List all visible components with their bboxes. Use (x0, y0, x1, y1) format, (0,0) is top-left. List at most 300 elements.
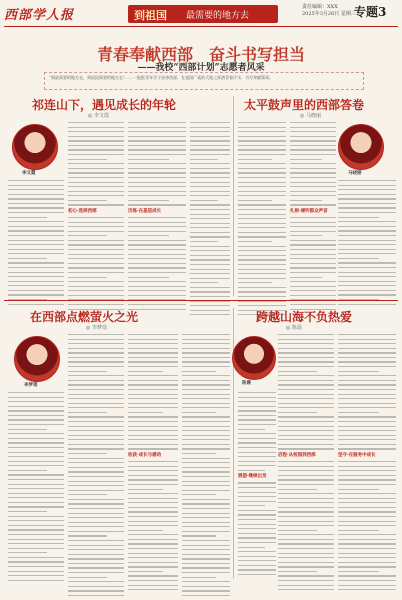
text-line (68, 513, 124, 514)
text-line (8, 304, 64, 305)
text-line (238, 533, 276, 534)
text-line (290, 258, 336, 259)
text-line (238, 482, 276, 483)
text-line (8, 189, 64, 190)
text-line (8, 235, 64, 236)
text-line (128, 380, 178, 381)
text-line (8, 294, 64, 295)
text-line (278, 543, 334, 544)
text-line (338, 548, 396, 549)
text-line (278, 466, 334, 467)
text-line (182, 439, 230, 440)
text-line (8, 438, 64, 439)
text-line (8, 415, 64, 416)
text-line (190, 246, 230, 247)
text-line (128, 154, 186, 155)
text-line (290, 204, 336, 205)
text-line (238, 291, 286, 292)
text-line (8, 203, 64, 204)
article-subheading: 扎根·倾听群众声音 (290, 208, 328, 214)
text-line (8, 566, 64, 567)
text-line (68, 407, 124, 408)
text-line (338, 285, 396, 286)
text-line (238, 547, 265, 548)
text-line (290, 149, 336, 150)
text-line (338, 493, 396, 494)
text-line (182, 462, 230, 463)
text-line (338, 507, 396, 508)
article-3-col-1 (8, 392, 64, 584)
text-line (128, 389, 178, 390)
text-line (238, 496, 276, 497)
text-line (68, 295, 124, 296)
text-line (238, 410, 276, 411)
text-line (182, 430, 230, 431)
article-1-col-3 (128, 122, 186, 313)
text-line (128, 177, 186, 178)
text-line (182, 366, 230, 367)
text-line (278, 484, 334, 485)
text-line (128, 461, 178, 462)
article-4-title: 跨越山海不负热爱 (256, 310, 353, 324)
text-line (238, 501, 276, 502)
text-line (68, 476, 124, 477)
text-line (128, 575, 178, 576)
text-line (182, 348, 230, 349)
text-line (338, 294, 396, 295)
text-line (238, 145, 286, 146)
text-line (182, 554, 230, 555)
text-line (182, 384, 230, 385)
text-line (128, 475, 178, 476)
text-line (238, 195, 286, 196)
text-line (182, 563, 230, 564)
text-line (190, 259, 230, 260)
text-line (8, 185, 64, 186)
text-line (238, 131, 286, 132)
text-line (68, 357, 124, 358)
text-line (190, 291, 230, 292)
text-line (182, 380, 230, 381)
article-4-byline: ◎ 陈晨 (286, 325, 302, 331)
text-line (182, 590, 230, 591)
intro-box (44, 72, 364, 90)
text-line (68, 244, 124, 245)
text-line (290, 277, 322, 278)
text-line (238, 214, 286, 215)
text-line (128, 131, 186, 132)
text-line (190, 209, 230, 210)
text-line (238, 246, 286, 247)
article-4-col-2 (338, 334, 396, 594)
text-line (278, 525, 334, 526)
text-line (8, 552, 47, 553)
text-line (68, 448, 124, 449)
text-line (238, 250, 286, 251)
text-line (238, 447, 276, 448)
text-line (278, 403, 334, 404)
text-line (182, 494, 216, 495)
text-line (68, 339, 124, 340)
text-line (338, 240, 396, 241)
article-1-col-2 (68, 122, 124, 313)
text-line (8, 276, 64, 277)
text-line (278, 407, 334, 408)
text-line (338, 180, 396, 181)
text-line (68, 503, 124, 504)
text-line (8, 240, 64, 241)
text-line (278, 416, 334, 417)
text-line (182, 421, 230, 422)
text-line (278, 521, 334, 522)
text-line (68, 217, 124, 218)
text-line (190, 136, 230, 137)
text-line (190, 287, 230, 288)
text-line (128, 352, 178, 353)
text-line (338, 585, 396, 586)
text-line (68, 458, 124, 459)
text-line (128, 290, 186, 291)
text-line (338, 207, 396, 208)
banner-subtitle: 最需要的地方去 (186, 11, 250, 21)
text-line (338, 253, 396, 254)
text-line (338, 479, 396, 480)
text-line (8, 529, 64, 530)
page-subtitle: ——我校“西部计划”志愿者风采 (137, 63, 265, 73)
text-line (128, 204, 186, 205)
text-line (68, 186, 124, 187)
text-line (290, 286, 336, 287)
text-line (128, 339, 178, 340)
text-line (182, 375, 230, 376)
section-label: 专题3 (354, 5, 387, 19)
text-line (68, 348, 124, 349)
text-line (128, 127, 186, 128)
intro-text: “到最需要的地方去，到祖国需要的地方去”……一批批青年学子投身西部，在祖国广袤的大地上挥洒青春汗水，书写奉献篇章。 (49, 75, 274, 80)
text-line (278, 489, 317, 490)
text-line (338, 439, 396, 440)
text-line (8, 520, 64, 521)
text-line (338, 403, 396, 404)
text-line (190, 214, 230, 215)
text-line (68, 240, 124, 241)
text-line (128, 366, 178, 367)
text-line (68, 384, 124, 385)
text-line (182, 458, 230, 459)
text-line (338, 557, 396, 558)
text-line (278, 371, 317, 372)
text-line (338, 198, 396, 199)
text-line (128, 498, 178, 499)
text-line (182, 453, 216, 454)
text-line (8, 525, 64, 526)
text-line (128, 304, 186, 305)
text-line (8, 497, 64, 498)
text-line (68, 131, 124, 132)
text-line (338, 371, 379, 372)
text-line (338, 389, 396, 390)
text-line (238, 122, 286, 123)
text-line (190, 191, 230, 192)
text-line (8, 267, 64, 268)
text-line (68, 467, 124, 468)
article-1-col-1 (8, 180, 64, 308)
text-line (128, 539, 178, 540)
text-line (68, 127, 124, 128)
text-line (338, 290, 396, 291)
text-line (190, 149, 230, 150)
text-line (182, 352, 230, 353)
article-1-caption: 李文霞 (22, 171, 36, 176)
text-line (68, 195, 124, 196)
text-line (290, 136, 336, 137)
text-line (68, 490, 124, 491)
text-line (182, 435, 230, 436)
text-line (182, 467, 230, 468)
text-line (338, 361, 396, 362)
text-line (338, 394, 396, 395)
text-line (190, 159, 218, 160)
text-line (128, 521, 178, 522)
text-line (290, 159, 322, 160)
text-line (338, 430, 396, 431)
text-line (68, 517, 124, 518)
text-line (68, 163, 124, 164)
text-line (8, 258, 47, 259)
text-line (68, 572, 124, 573)
text-line (128, 286, 186, 287)
text-line (338, 334, 396, 335)
text-line (68, 290, 124, 291)
text-line (8, 424, 64, 425)
article-2-title: 太平鼓声里的西部答卷 (244, 98, 365, 112)
text-line (68, 389, 124, 390)
text-line (128, 371, 163, 372)
text-line (128, 172, 186, 173)
text-line (238, 461, 276, 462)
text-line (68, 343, 124, 344)
text-line (128, 163, 186, 164)
text-line (182, 471, 230, 472)
text-line (278, 339, 334, 340)
text-line (128, 343, 178, 344)
text-line (182, 577, 216, 578)
text-line (128, 334, 178, 335)
text-line (128, 145, 186, 146)
text-line (128, 548, 178, 549)
text-line (128, 585, 178, 586)
text-line (68, 549, 124, 550)
text-line (68, 352, 124, 353)
text-line (238, 269, 286, 270)
text-line (238, 556, 276, 557)
text-line (128, 426, 178, 427)
article-3-col-2 (68, 334, 124, 600)
page-title: 青春奉献西部 奋斗书写担当 (96, 45, 305, 64)
text-line (128, 489, 163, 490)
text-line (8, 221, 64, 222)
text-line (128, 416, 178, 417)
text-line (8, 406, 64, 407)
text-line (278, 479, 334, 480)
text-line (238, 452, 276, 453)
text-line (290, 186, 336, 187)
text-line (278, 575, 334, 576)
text-line (290, 254, 336, 255)
text-line (238, 406, 276, 407)
text-line (238, 154, 286, 155)
text-line (68, 416, 124, 417)
text-line (190, 282, 218, 283)
text-line (68, 526, 124, 527)
text-line (182, 476, 230, 477)
text-line (8, 470, 47, 471)
text-line (68, 272, 124, 273)
text-line (338, 448, 396, 449)
text-line (68, 494, 107, 495)
text-line (190, 195, 230, 196)
text-line (190, 204, 230, 205)
text-line (128, 534, 178, 535)
text-line (8, 575, 64, 576)
text-line (128, 439, 178, 440)
text-line (128, 394, 178, 395)
text-line (190, 177, 230, 178)
text-line (338, 553, 396, 554)
text-line (8, 198, 64, 199)
header-rule (4, 26, 398, 27)
text-line (128, 553, 178, 554)
text-line (238, 177, 286, 178)
text-line (338, 230, 396, 231)
text-line (238, 551, 276, 552)
newspaper-logo: 西部学人报 (4, 8, 75, 23)
masthead (0, 0, 402, 26)
text-line (338, 189, 396, 190)
text-line (238, 227, 286, 228)
text-line (128, 525, 178, 526)
text-line (68, 140, 124, 141)
text-line (128, 348, 178, 349)
text-line (338, 217, 379, 218)
text-line (338, 498, 396, 499)
text-line (8, 479, 64, 480)
text-line (68, 204, 124, 205)
text-line (8, 281, 64, 282)
text-line (8, 244, 64, 245)
text-line (238, 487, 276, 488)
text-line (182, 398, 230, 399)
text-line (238, 537, 276, 538)
text-line (190, 154, 230, 155)
text-line (182, 343, 230, 344)
text-line (290, 195, 336, 196)
text-line (182, 586, 230, 587)
text-line (68, 254, 124, 255)
text-line (190, 264, 230, 265)
text-line (68, 471, 124, 472)
text-line (278, 334, 334, 335)
text-line (190, 140, 230, 141)
text-line (8, 429, 47, 430)
text-line (182, 334, 230, 335)
text-line (238, 163, 286, 164)
article-1-title: 祁连山下，遇见成长的年轮 (32, 98, 177, 112)
text-line (290, 177, 336, 178)
text-line (190, 168, 230, 169)
text-line (238, 456, 276, 457)
text-line (290, 272, 336, 273)
text-line (190, 218, 230, 219)
text-line (68, 563, 124, 564)
text-line (128, 226, 186, 227)
text-line (128, 580, 178, 581)
text-line (290, 304, 336, 305)
text-line (68, 462, 124, 463)
text-line (182, 389, 230, 390)
article-2-caption: 马晓丽 (348, 171, 362, 176)
article-subheading: 坚守·在服务中成长 (338, 453, 376, 459)
text-line (68, 435, 124, 436)
text-line (290, 295, 336, 296)
text-line (128, 466, 178, 467)
text-line (8, 419, 64, 420)
text-line (238, 392, 276, 393)
text-line (128, 231, 186, 232)
text-line (338, 435, 396, 436)
text-line (338, 543, 396, 544)
text-line (290, 140, 336, 141)
text-line (238, 218, 286, 219)
text-line (238, 136, 286, 137)
text-line (338, 398, 396, 399)
text-line (290, 127, 336, 128)
text-line (238, 433, 276, 434)
text-line (278, 444, 334, 445)
text-line (8, 465, 64, 466)
text-line (128, 244, 186, 245)
text-line (68, 191, 124, 192)
text-line (128, 444, 178, 445)
text-line (8, 217, 47, 218)
text-line (190, 182, 230, 183)
text-line (238, 514, 276, 515)
text-line (128, 240, 186, 241)
text-line (278, 562, 334, 563)
text-line (68, 159, 107, 160)
text-line (338, 421, 396, 422)
text-line (290, 263, 336, 264)
text-line (338, 339, 396, 340)
text-line (128, 149, 186, 150)
text-line (278, 470, 334, 471)
text-line (68, 122, 124, 123)
text-line (238, 542, 276, 543)
text-line (278, 507, 334, 508)
article-2-col-2 (290, 122, 336, 313)
text-line (68, 439, 124, 440)
text-line (338, 475, 396, 476)
text-line (338, 272, 396, 273)
article-4-photo (232, 336, 276, 380)
text-line (182, 531, 230, 532)
text-line (8, 506, 64, 507)
text-line (68, 154, 124, 155)
article-2-byline: ◎ 马晓丽 (300, 113, 321, 119)
text-line (278, 430, 334, 431)
issue-info (302, 4, 356, 18)
text-line (238, 415, 276, 416)
